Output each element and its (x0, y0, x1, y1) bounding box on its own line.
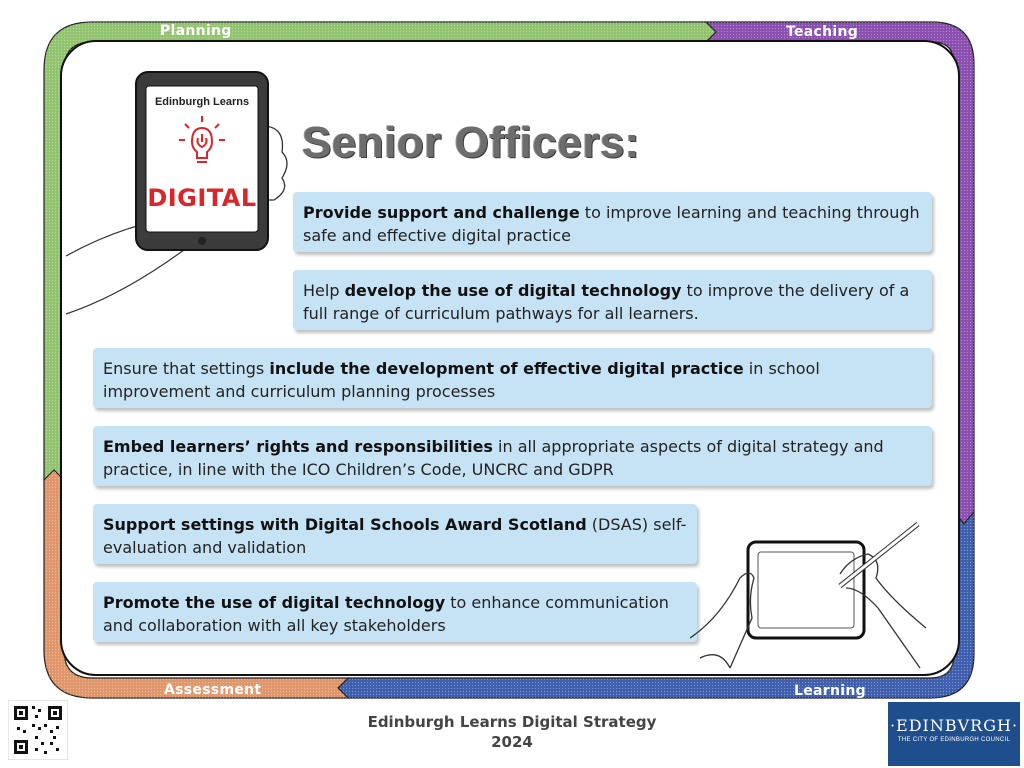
edinburgh-council-logo (888, 702, 1020, 766)
cycle-label-assessment: Assessment (164, 682, 262, 698)
page-title: Senior Officers: (302, 118, 641, 167)
small-tablet (748, 542, 864, 638)
item-bold-text: Provide support and challenge (303, 203, 580, 222)
logo-main-text: ·EDINBVRGH· (889, 716, 1019, 735)
item-bold-text: Embed learners’ rights and responsibilities (103, 437, 493, 456)
item-bold-text: Support settings with Digital Schools Award Scotland (103, 515, 587, 534)
item-text: to enhance communication and collaboration with all key stakeholders (103, 593, 669, 635)
item-text: Ensure that settings (103, 359, 270, 378)
item-text: in all appropriate aspects of digital strategy and practice, in line with the ICO Children’s Code, UNCRC and GDPR (103, 437, 884, 479)
item-text: to improve the delivery of a full range of curriculum pathways for all learners. (303, 281, 910, 323)
list-item (93, 582, 697, 642)
item-text: Help (303, 281, 345, 300)
list-item (93, 426, 932, 486)
tablet-brand: Edinburgh Learns (154, 96, 250, 108)
footer-title-line: Edinburgh Learns Digital Strategy (367, 713, 657, 731)
cycle-label-teaching: Teaching (786, 24, 859, 40)
list-item (293, 192, 932, 252)
item-bold-text: develop the use of digital technology (344, 281, 682, 300)
item-text: to improve learning and teaching through safe and effective digital practice (303, 203, 920, 245)
list-item (93, 348, 932, 408)
footer-year: 2024 (491, 733, 533, 751)
list-item (93, 504, 697, 564)
cycle-label-planning: Planning (160, 23, 232, 39)
hands-tablet-illustration (690, 518, 930, 678)
tablet-word: DIGITAL (147, 184, 257, 212)
list-item (293, 270, 932, 330)
footer-title (0, 712, 1024, 752)
item-bold-text: Promote the use of digital technology (103, 593, 446, 612)
logo-sub-text: THE CITY OF EDINBURGH COUNCIL (897, 737, 1011, 743)
item-text: in school improvement and curriculum planning processes (103, 359, 820, 401)
cycle-label-learning: Learning (794, 683, 866, 699)
item-bold-text: include the development of effective digital practice (269, 359, 744, 378)
lightbulb-power-icon (177, 114, 227, 170)
item-text: (DSAS) self-evaluation and validation (103, 515, 687, 557)
